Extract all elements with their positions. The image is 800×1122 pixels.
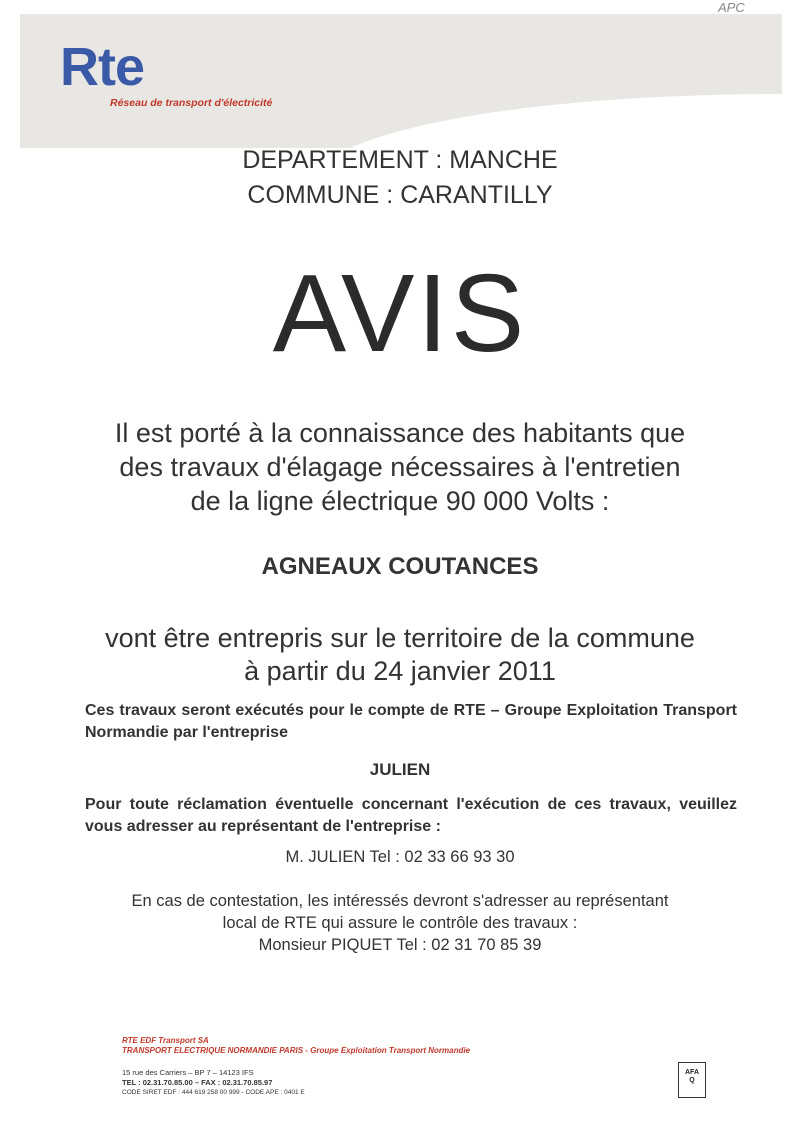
company-contact: M. JULIEN Tel : 02 33 66 93 30 xyxy=(285,848,515,866)
start-line: vont être entrepris sur le territoire de la commune xyxy=(105,623,695,653)
logo-subtitle: Réseau de transport d'électricité xyxy=(110,97,273,109)
reclamation-paragraph: Pour toute réclamation éventuelle concernant l'exécution de ces travaux, veuillez vous adresser au représentant de l'entreprise : xyxy=(85,796,737,835)
footer-division: TRANSPORT ELECTRIQUE NORMANDIE PARIS - xyxy=(122,1046,308,1055)
execution-paragraph: Ces travaux seront exécutés pour le compte de RTE – Groupe Exploitation Transport Normandie par l'entreprise xyxy=(85,702,737,741)
commune: COMMUNE : CARANTILLY xyxy=(247,181,553,209)
contest-line: Monsieur PIQUET Tel : 02 31 70 85 39 xyxy=(258,936,542,954)
intro-line: des travaux d'élagage nécessaires à l'entretien xyxy=(119,452,681,482)
start-paragraph xyxy=(0,622,800,688)
footer-phone: TEL : 02.31.70.85.00 – FAX : 02.31.70.85.97 xyxy=(122,1078,273,1087)
footer-group: Groupe Exploitation Transport Normandie xyxy=(310,1046,471,1055)
intro-paragraph xyxy=(0,416,800,518)
footer-company: RTE EDF Transport SA xyxy=(122,1036,209,1045)
intro-line: de la ligne électrique 90 000 Volts : xyxy=(190,486,610,516)
intro-line: Il est porté à la connaissance des habitants que xyxy=(114,418,686,448)
footer-codes: CODE SIRET EDF : 444 619 258 00 999 - CODE APE : 0401 E xyxy=(122,1089,305,1096)
footer-address: 15 rue des Carriers – BP 7 – 14123 IFS xyxy=(122,1068,254,1077)
rte-logo: Rte xyxy=(60,37,145,97)
notice-title: AVIS xyxy=(272,252,528,375)
department: DEPARTEMENT : MANCHE xyxy=(242,146,558,174)
footer xyxy=(122,1036,470,1098)
seal-text: AFAQ xyxy=(685,1069,699,1084)
afaq-seal-icon xyxy=(678,1062,706,1098)
contest-paragraph xyxy=(0,890,800,956)
contest-line: local de RTE qui assure le contrôle des travaux : xyxy=(222,914,578,932)
line-name: AGNEAUX COUTANCES xyxy=(261,553,539,580)
company-name: JULIEN xyxy=(369,760,431,779)
handwritten-annotation: APC xyxy=(718,0,745,15)
contest-line: En cas de contestation, les intéressés devront s'adresser au représentant xyxy=(131,892,669,910)
footer-division-line xyxy=(122,1046,470,1056)
start-line: à partir du 24 janvier 2011 xyxy=(244,656,556,686)
